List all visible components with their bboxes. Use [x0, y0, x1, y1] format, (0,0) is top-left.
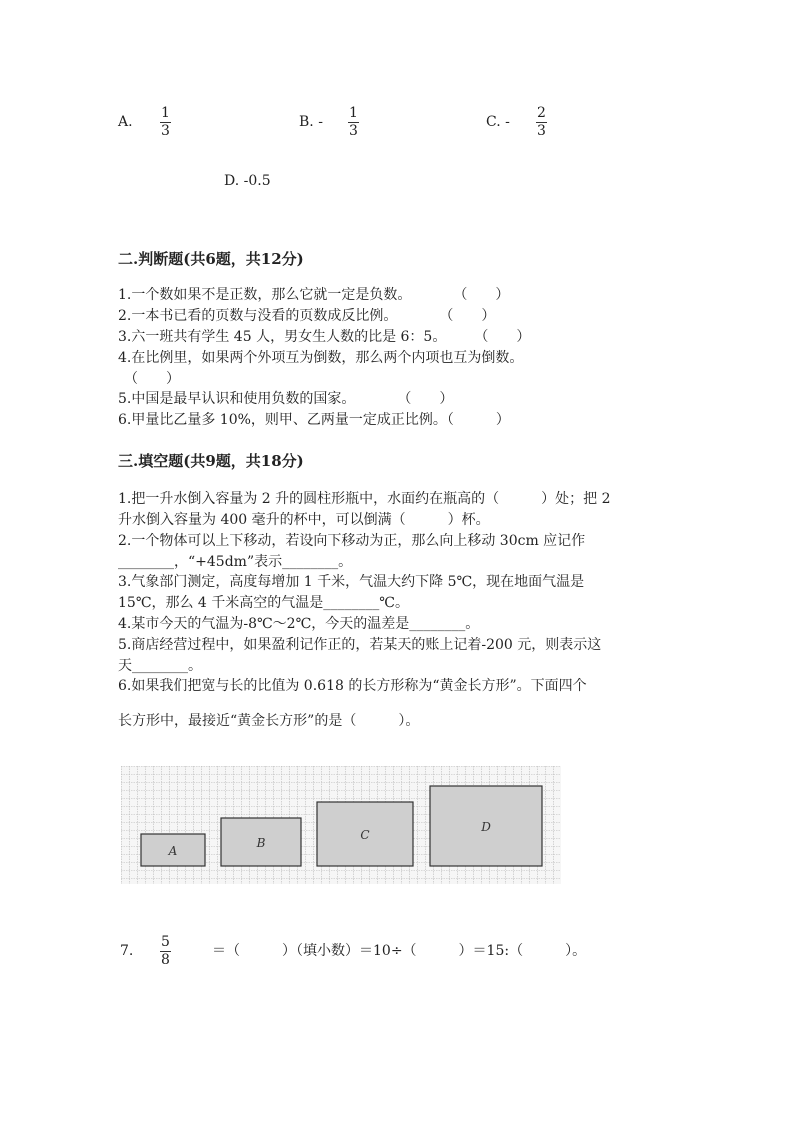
question-7-number: 7. — [120, 943, 134, 959]
question-7-text: ＝（ ）（填小数）＝10÷（ ）＝15:（ ）。 — [212, 943, 587, 959]
section-2-title: 二.判断题(共6题，共12分) — [118, 250, 304, 268]
question-item: 天________。 — [118, 658, 202, 674]
rectangle-grid-figure — [121, 766, 561, 884]
grid-svg — [121, 766, 561, 884]
question-item: 4.某市今天的气温为-8℃～2℃，今天的温差是________。 — [118, 616, 480, 632]
option-d-label: D. -0.5 — [224, 173, 271, 189]
fraction-denominator: 3 — [161, 123, 170, 139]
rectangle-label: D — [481, 820, 491, 834]
rectangle-label: B — [256, 836, 266, 850]
rectangle-label: A — [168, 844, 178, 858]
question-7-fraction — [160, 935, 171, 968]
fraction-numerator: 1 — [349, 105, 358, 121]
question-item: 升水倒入容量为 400 毫升的杯中，可以倒满（ ）杯。 — [118, 512, 490, 528]
section-3-title: 三.填空题(共9题，共18分) — [118, 452, 304, 470]
question-item: 6.如果我们把宽与长的比值为 0.618 的长方形称为“黄金长方形”。下面四个 — [118, 678, 587, 694]
option-a-label: A. — [118, 114, 133, 130]
fraction-denominator: 8 — [161, 952, 170, 968]
question-item: 2.一本书已看的页数与没看的页数成反比例。 （ ） — [118, 308, 496, 324]
fraction-numerator: 5 — [161, 934, 170, 950]
question-item: 3.六一班共有学生 45 人，男女生人数的比是 6：5。 （ ） — [118, 329, 531, 345]
option-c-fraction — [536, 106, 547, 139]
question-item: 6.甲量比乙量多 10%，则甲、乙两量一定成正比例。（ ） — [118, 412, 510, 428]
question-item: 3.气象部门测定，高度每增加 1 千米，气温大约下降 5℃，现在地面气温是 — [118, 574, 585, 590]
question-item: 2.一个物体可以上下移动，若设向下移动为正，那么向上移动 30cm 应记作 — [118, 533, 586, 549]
option-a-fraction — [160, 106, 171, 139]
fraction-denominator: 3 — [349, 123, 358, 139]
question-item: 1.把一升水倒入容量为 2 升的圆柱形瓶中，水面约在瓶高的（ ）处；把 2 — [118, 491, 611, 507]
fraction-numerator: 2 — [537, 105, 546, 121]
question-item: 5.中国是最早认识和使用负数的国家。 （ ） — [118, 391, 454, 407]
question-item: ________，“+45dm”表示________。 — [118, 554, 353, 570]
rectangle-label: C — [360, 828, 370, 842]
option-b-fraction — [348, 106, 359, 139]
question-item: 4.在比例里，如果两个外项互为倒数，那么两个内项也互为倒数。 — [118, 350, 524, 366]
fraction-denominator: 3 — [537, 123, 546, 139]
fraction-numerator: 1 — [161, 105, 170, 121]
question-item: 5.商店经营过程中，如果盈利记作正的，若某天的账上记着-200 元，则表示这 — [118, 637, 602, 653]
answer-blank: （ ） — [124, 371, 180, 387]
option-b-label: B. - — [299, 114, 323, 130]
option-c-label: C. - — [486, 114, 510, 130]
question-item: 1.一个数如果不是正数，那么它就一定是负数。 （ ） — [118, 287, 510, 303]
question-item: 15℃，那么 4 千米高空的气温是________℃。 — [118, 595, 409, 611]
question-item: 长方形中，最接近“黄金长方形”的是（ ）。 — [118, 713, 420, 729]
